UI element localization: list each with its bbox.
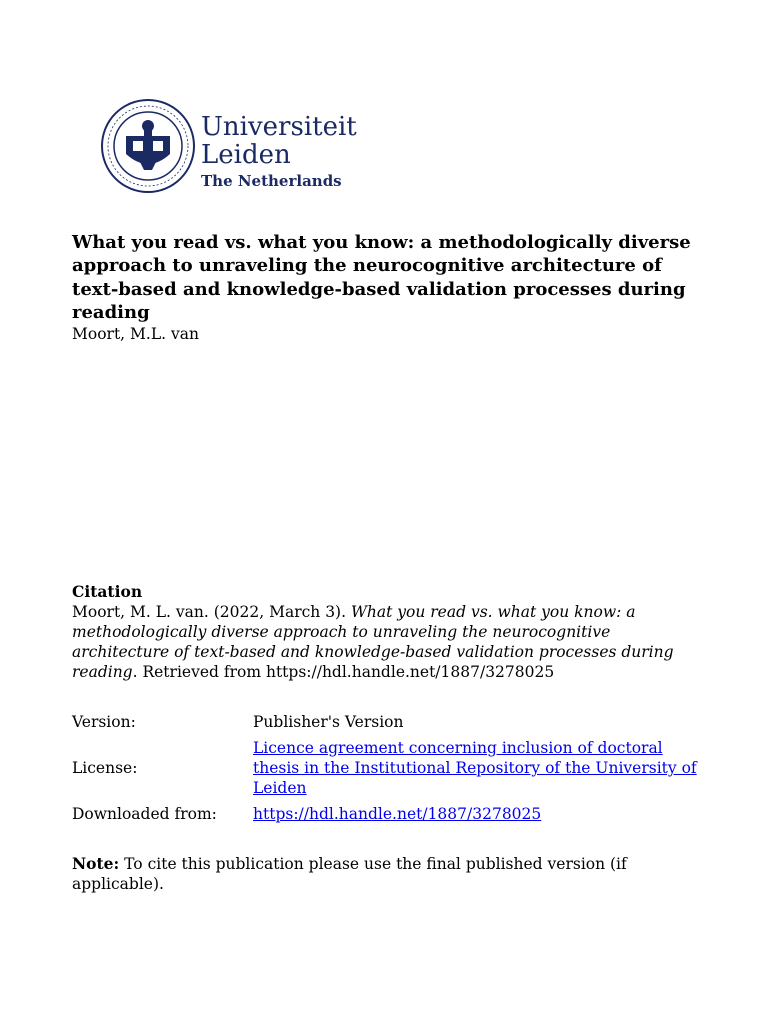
license-label: License: — [72, 759, 138, 777]
license-value — [253, 738, 708, 798]
citation-title-italic: What you read vs. what you know: a methodologically diverse approach to unraveling the neurocognitive architecture of text-based and knowledge-based validation processes during reading — [72, 603, 674, 681]
logo-line-universiteit: Universiteit — [201, 112, 357, 142]
downloaded-value — [253, 804, 708, 824]
license-link[interactable]: Licence agreement concerning inclusion of doctoral thesis in the Institutional Repository of the University of Leiden — [253, 739, 697, 797]
logo-line-leiden: Leiden — [201, 140, 291, 170]
version-value: Publisher's Version — [253, 713, 404, 731]
note — [72, 854, 702, 894]
handle-link[interactable]: https://hdl.handle.net/1887/3278025 — [253, 805, 542, 823]
publication-title: What you read vs. what you know: a methodologically diverse approach to unraveling the neurocognitive architecture of text-based and knowledge-based validation processes during reading — [72, 232, 691, 324]
note-text: To cite this publication please use the final published version (if applicable). — [72, 855, 627, 893]
author: Moort, M.L. van — [72, 325, 199, 343]
downloaded-label: Downloaded from: — [72, 805, 217, 823]
citation-prefix: Moort, M. L. van. (2022, March 3). — [72, 603, 351, 621]
university-logo — [100, 96, 357, 196]
citation-heading: Citation — [72, 582, 143, 601]
version-label: Version: — [72, 713, 136, 731]
logo-line-netherlands: The Netherlands — [201, 172, 342, 190]
citation-suffix: . Retrieved from https://hdl.handle.net/1887/3278025 — [132, 663, 555, 681]
university-seal-icon — [100, 96, 196, 196]
note-label: Note: — [72, 854, 120, 873]
citation-text — [72, 602, 712, 682]
